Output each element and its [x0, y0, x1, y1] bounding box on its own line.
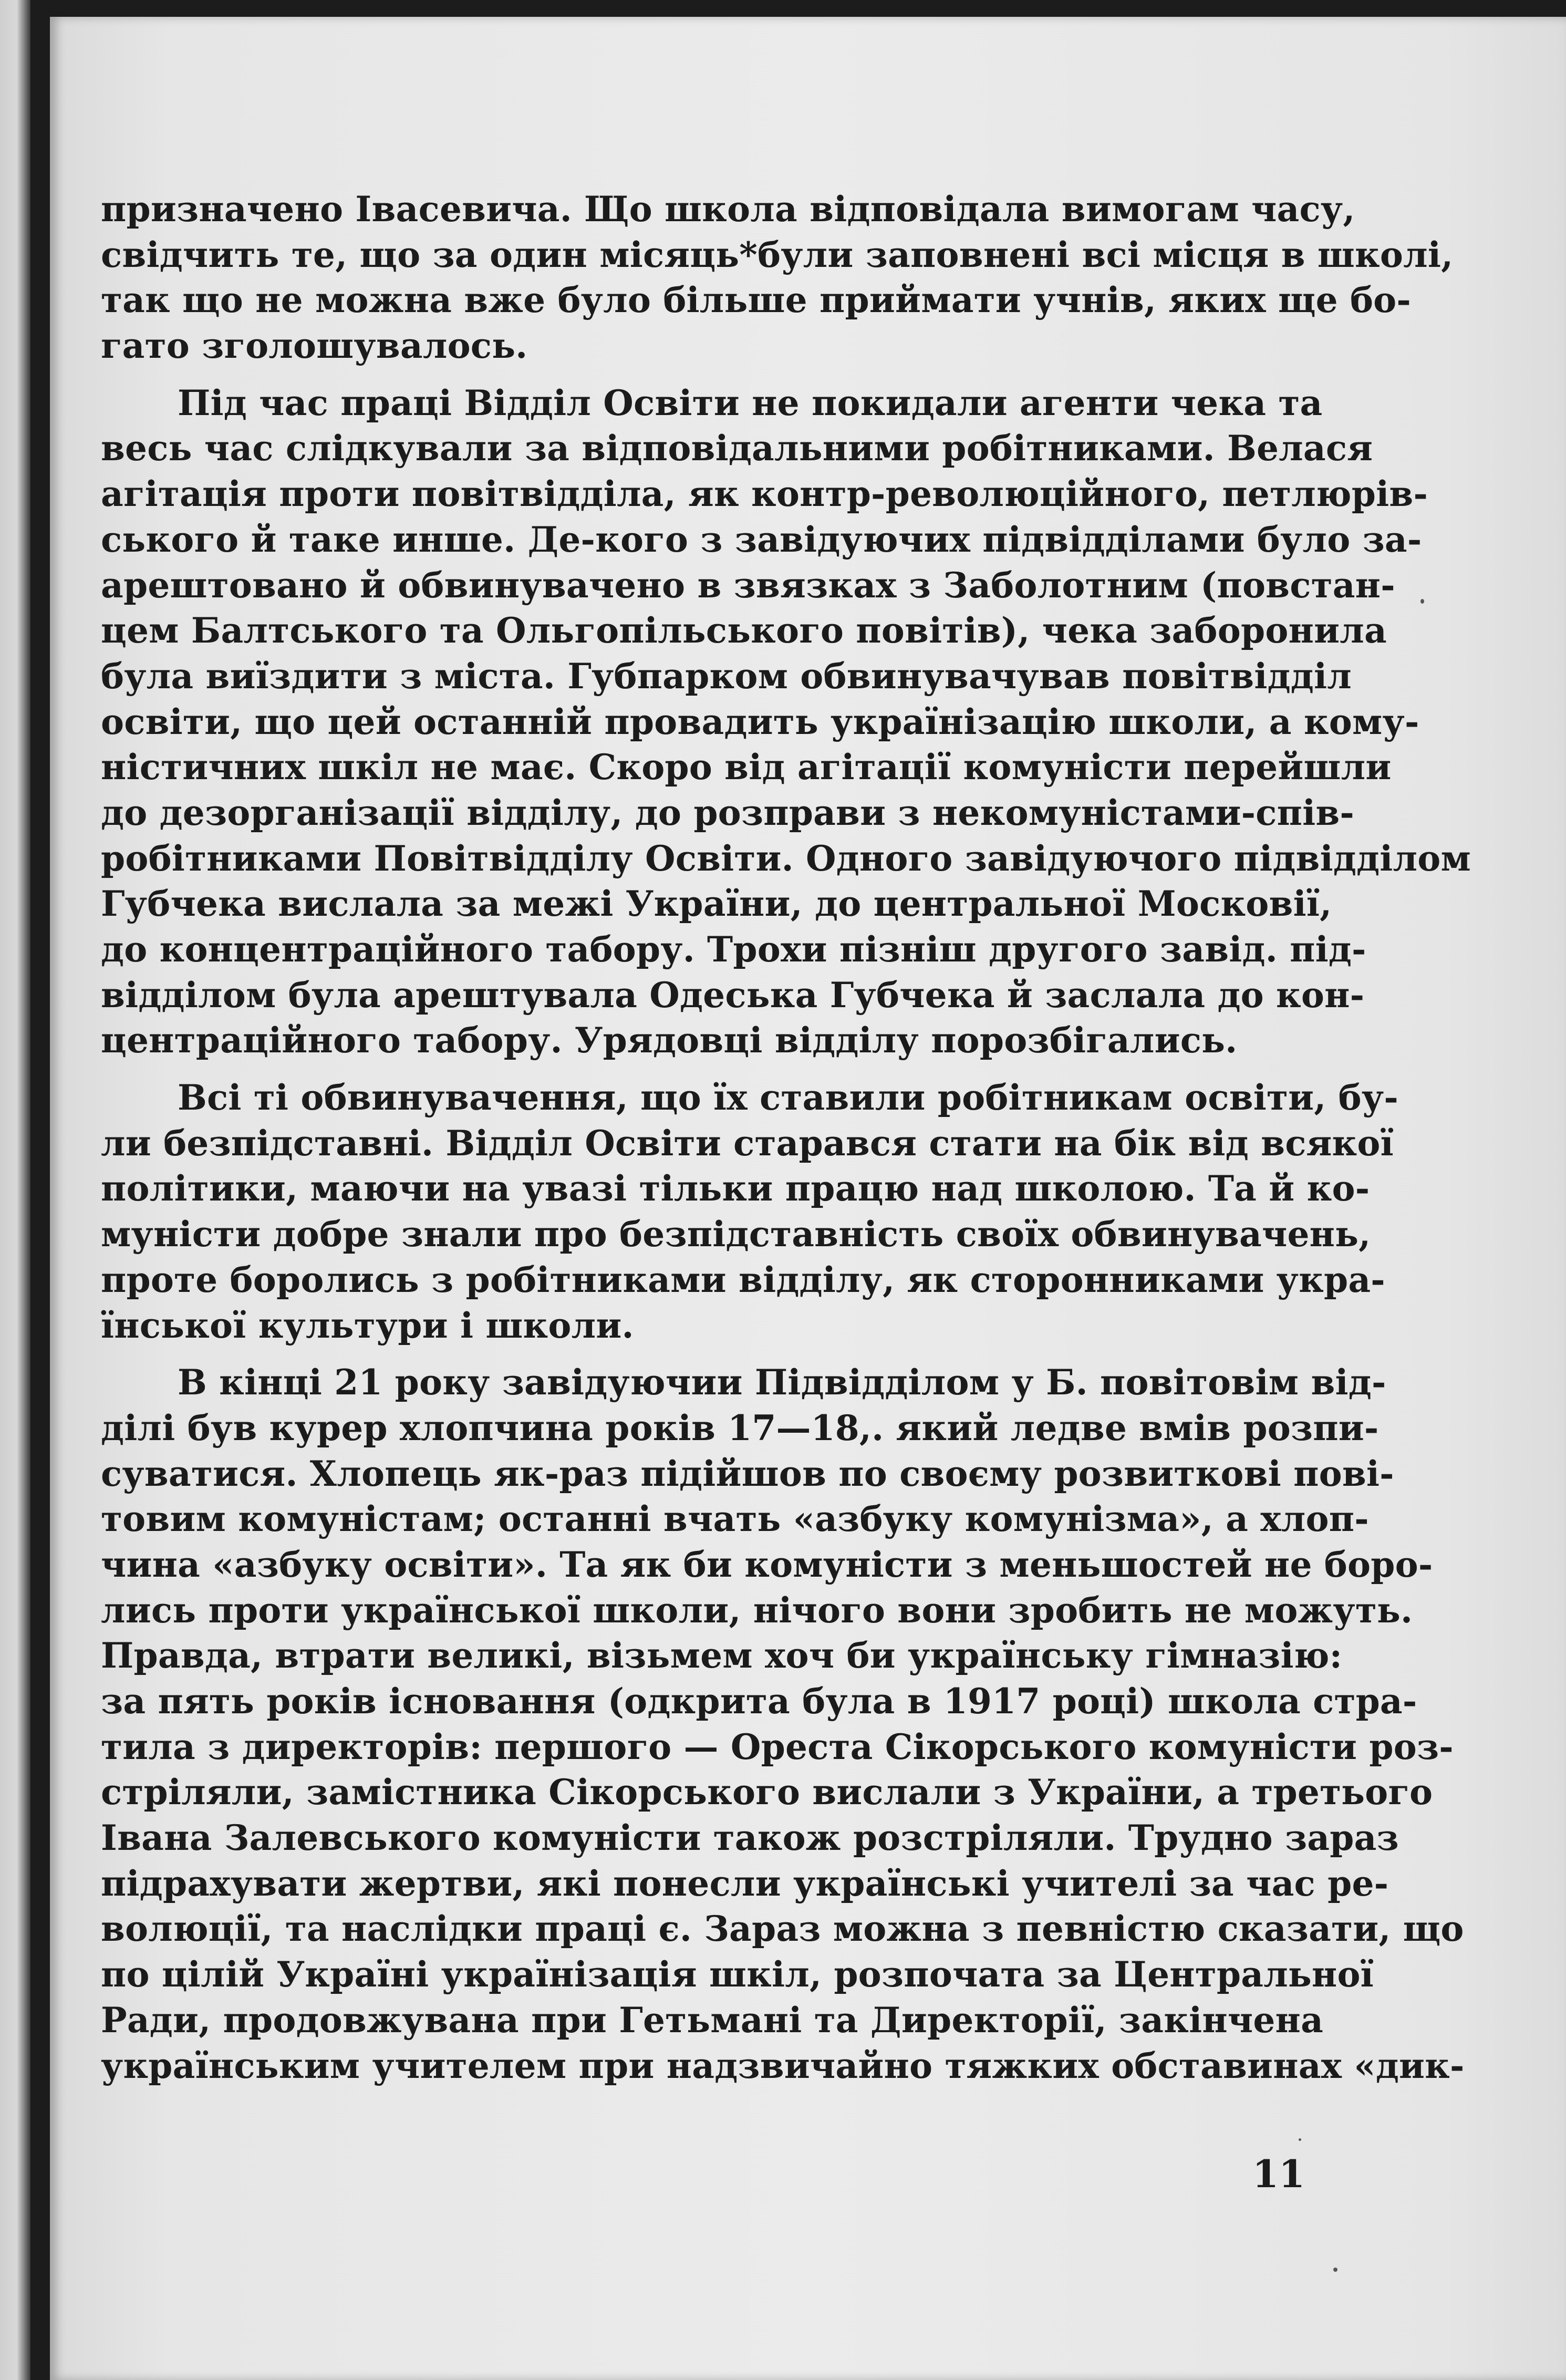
text-line: весь час слідкували за відповідальними робітниками. Велася — [101, 428, 1373, 469]
text-line: суватися. Хлопець як-раз підійшов по своєму розвиткові пові- — [101, 1453, 1394, 1494]
paper-speck — [1299, 2138, 1301, 2141]
text-line: стріляли, замістника Сікорського вислали з України, а третього — [101, 1772, 1433, 1813]
text-line: Всі ті обвинувачення, що їх ставили робітникам освіти, бу- — [178, 1077, 1398, 1119]
text-line: тила з директорів: першого — Ореста Сікорського комуністи роз- — [101, 1726, 1454, 1767]
text-line: за пять років існовання (одкрита була в 1917 році) школа стра- — [101, 1681, 1417, 1722]
body-text — [101, 187, 1471, 2088]
text-line: політики, маючи на увазі тільки працю над школою. Та й ко- — [101, 1168, 1370, 1209]
text-line: підрахувати жертви, які понесли українські учителі за час ре- — [101, 1862, 1389, 1904]
book-spine-edge — [0, 0, 30, 2380]
text-line: Губчека вислала за межі України, до центральної Московії, — [101, 883, 1332, 925]
text-line: ністичних шкіл не має. Скоро від агітації комуністи перейшли — [101, 747, 1392, 788]
text-line: Ради, продовжувана при Гетьмані та Директорії, закінчена — [101, 1999, 1324, 2041]
text-line: ського й таке инше. Де-кого з завідуючих підвідділами було за- — [101, 519, 1422, 560]
paper-speck — [1420, 599, 1424, 604]
text-line: муністи добре знали про безпідставність своїх обвинувачень, — [101, 1214, 1371, 1255]
text-line: ли безпідставні. Відділ Освіти старався стати на бік від всякої — [101, 1122, 1394, 1164]
text-line: В кінці 21 року завідуючии Підвідділом у Б. повітовім від- — [178, 1362, 1386, 1403]
text-line: відділом була арештувала Одеська Губчека й заслала до кон- — [101, 974, 1365, 1016]
text-line: Правда, втрати великі, візьмем хоч би українську гімназію: — [101, 1635, 1343, 1677]
text-line: товим комуністам; останні вчать «азбуку комунізма», а хлоп- — [101, 1498, 1369, 1540]
text-line: до дезорганізації відділу, до розправи з некомуністами-спів- — [101, 792, 1355, 833]
text-line: так що не можна вже було більше приймати учнів, яких ще бо- — [101, 280, 1411, 321]
text-line: по цілій Україні українізація шкіл, розпочата за Центральної — [101, 1954, 1374, 1995]
text-line: ділі був курер хлопчина років 17—18,. який ледве вмів розпи- — [101, 1407, 1379, 1448]
text-line: робітниками Повітвідділу Освіти. Одного завідуючого підвідділом — [101, 837, 1471, 879]
text-line: гато зголошувалось. — [101, 325, 528, 367]
text-line: Івана Залевського комуністи також розстріляли. Трудно зараз — [101, 1817, 1399, 1859]
paragraph — [101, 1075, 1398, 1348]
text-line: українським учителем при надзвичайно тяжких обставинах «дик- — [101, 2045, 1465, 2086]
page-number: 11 — [1252, 2151, 1305, 2196]
text-line: волюції, та наслідки праці є. Зараз можна з певністю сказати, що — [101, 1908, 1464, 1950]
text-line: чина «азбуку освіти». Та як би комуністи з меньшостей не боро- — [101, 1544, 1433, 1585]
paragraph — [101, 380, 1471, 1063]
text-line: центраційного табору. Урядовці відділу порозбігались. — [101, 1020, 1238, 1061]
paragraph — [101, 1360, 1465, 2088]
paragraph-gap — [101, 369, 1293, 380]
paragraph-gap — [101, 1348, 1293, 1360]
paper-speck — [1333, 2268, 1337, 2272]
text-line: була виїздити з міста. Губпарком обвинувачував повітвідділ — [101, 655, 1352, 697]
text-line: освіти, що цей останній провадить українізацію школи, а кому- — [101, 701, 1419, 742]
text-line: лись проти української школи, нічого вони зробить не можуть. — [101, 1589, 1413, 1631]
text-line: агітація проти повітвідділа, як контр-революційного, петлюрів- — [101, 473, 1428, 515]
text-line: призначено Івасевича. Що школа відповідала вимогам часу, — [101, 189, 1355, 230]
text-line: їнської культури і школи. — [101, 1305, 634, 1346]
paragraph — [101, 187, 1454, 369]
text-line: арештовано й обвинувачено в звязках з Заболотним (повстан- — [101, 564, 1395, 606]
text-line: Під час праці Відділ Освіти не покидали агенти чека та — [178, 382, 1323, 423]
text-line: проте боролись з робітниками відділу, як сторонниками укра- — [101, 1259, 1385, 1300]
text-line: до концентраційного табору. Трохи пізніш другого завід. під- — [101, 929, 1366, 970]
text-line: свідчить те, що за один місяць*були заповнені всі місця в школі, — [101, 234, 1454, 275]
text-line: цем Балтського та Ольгопільського повітів), чека заборонила — [101, 610, 1387, 651]
paragraph-gap — [101, 1063, 1293, 1075]
